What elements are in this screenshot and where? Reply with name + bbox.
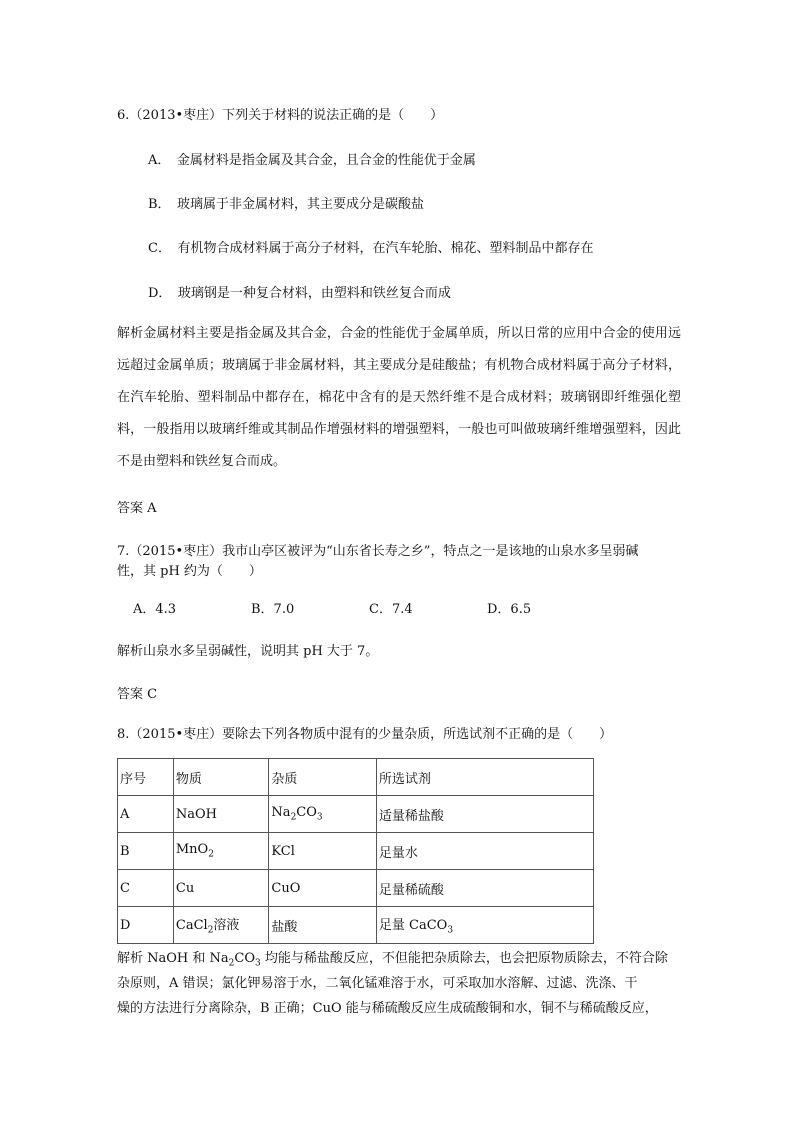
question-8-table	[117, 758, 594, 944]
question-8-analysis-line-3: 燥的方法进行分离除杂，B 正确；CuO 能与稀硫酸反应生成硫酸铜和水，铜不与稀硫酸反应，	[117, 1001, 658, 1016]
question-7-option-b: B．7.0	[251, 602, 295, 617]
table-header-cell: 序号	[118, 759, 174, 796]
question-6-option-a: A． 金属材料是指金属及其合金，且合金的性能优于金属	[148, 153, 476, 168]
table-cell: $Na_2CO_3$	[269, 796, 376, 833]
question-7-option-d: D．6.5	[487, 602, 532, 617]
table-header-cell: 所选试剂	[376, 759, 593, 796]
question-6-option-c: C． 有机物合成材料属于高分子材料，在汽车轮胎、棉花、塑料制品中都存在	[148, 241, 594, 256]
question-8-analysis-line-2: 杂原则，A 错误；氯化钾易溶于水，二氧化锰难溶于水，可采取加水溶解、过滤、洗涤、干	[117, 976, 638, 991]
question-7-analysis: 解析山泉水多呈弱碱性，说明其 pH 大于 7。	[117, 644, 379, 659]
question-6-stem: 6.（2013•枣庄）下列关于材料的说法正确的是（ ）	[117, 108, 444, 123]
table-row	[118, 907, 594, 944]
table-row	[118, 833, 594, 870]
table-cell: 适量稀盐酸	[376, 796, 593, 833]
table-header-cell: 杂质	[269, 759, 376, 796]
table-cell: CaCl$_2$溶液	[173, 907, 269, 944]
question-7-option-c: C．7.4	[369, 602, 413, 617]
table-cell: KCl	[269, 833, 376, 870]
question-6-option-b: B． 玻璃属于非金属材料，其主要成分是碳酸盐	[148, 197, 425, 212]
table-cell: B	[118, 833, 174, 870]
table-cell: C	[118, 870, 174, 907]
question-7-answer: 答案 C	[117, 687, 158, 702]
table-cell: 足量水	[376, 833, 593, 870]
table-cell: 盐酸	[269, 907, 376, 944]
question-7-option-a: A．4.3	[133, 602, 177, 617]
table-row	[118, 870, 594, 907]
question-6-option-d: D． 玻璃钢是一种复合材料，由塑料和铁丝复合而成	[148, 286, 451, 301]
table-cell: NaOH	[173, 796, 269, 833]
question-6-analysis: 解析金属材料主要是指金属及其合金，合金的性能优于金属单质，所以日常的应用中合金的使用远远超过金属单质；玻璃属于非金属材料，其主要成分是硅酸盐；有机物合成材料属于高分子材料，在汽车轮胎、塑料制品中都存在，棉花中含有的是天然纤维不是合成材料；玻璃钢即纤维强化塑料，一般指用以玻璃纤维或其制品作增强材料的增强塑料，一般也可叫做玻璃纤维增强塑料，因此不是由塑料和铁丝复合而成。	[117, 326, 681, 469]
question-7-stem-line-2: 性，其 pH 约为（ ）	[117, 564, 262, 579]
table-cell: CuO	[269, 870, 376, 907]
question-6-answer: 答案 A	[117, 501, 157, 516]
table-cell: 足量 CaCO$_3$	[376, 907, 593, 944]
question-8-analysis-line-1: 解析 NaOH 和 $Na_2CO_3$ 均能与稀盐酸反应，不但能把杂质除去，也会把原物质除去，不符合除	[117, 951, 668, 969]
table-cell: Cu	[173, 870, 269, 907]
table-row	[118, 796, 594, 833]
table-cell: D	[118, 907, 174, 944]
table-header-row	[118, 759, 594, 796]
question-7-stem-line-1: 7.（2015•枣庄）我市山亭区被评为“山东省长寿之乡”，特点之一是该地的山泉水多呈弱碱	[117, 544, 639, 559]
table-cell: A	[118, 796, 174, 833]
table-cell: 足量稀硫酸	[376, 870, 593, 907]
table-header-cell: 物质	[173, 759, 269, 796]
question-8-stem: 8.（2015•枣庄）要除去下列各物质中混有的少量杂质，所选试剂不正确的是（ ）	[117, 727, 613, 742]
table-cell: MnO$_2$	[173, 833, 269, 870]
